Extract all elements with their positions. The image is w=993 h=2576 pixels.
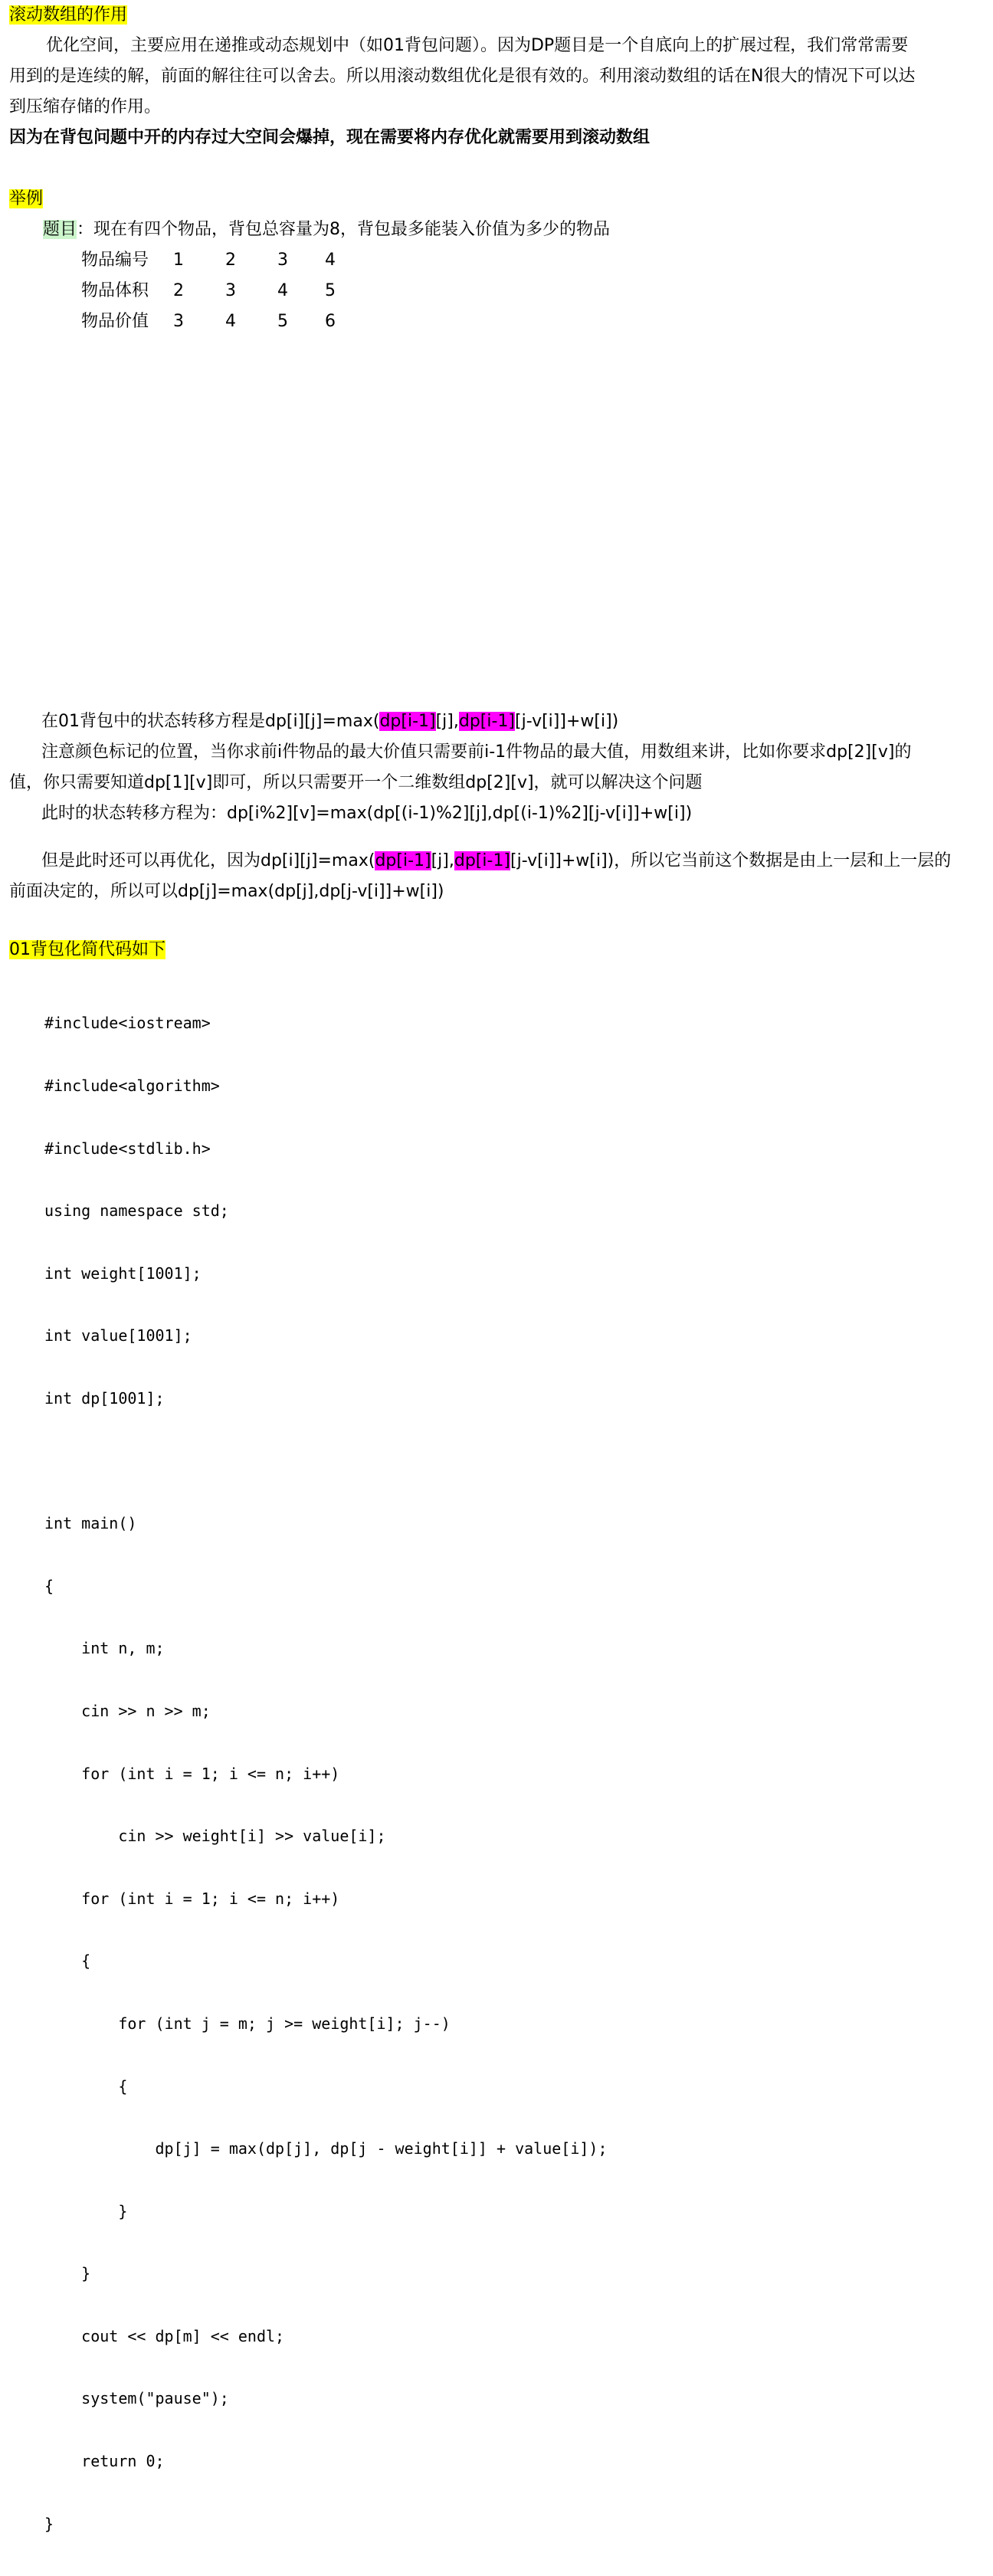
note-line: 值，你只需要知道dp[1][v]即可，所以只需要开一个二维数组dp[2][v]，就可以解决这个问题 — [9, 773, 703, 792]
section-title-example — [9, 187, 43, 211]
code-line: #include<iostream> — [44, 1014, 211, 1033]
bold-note: 因为在背包问题中开的内存过大空间会爆掉，现在需要将内存优化就需要用到滚动数组 — [9, 128, 651, 147]
problem-label: 题目 — [43, 220, 77, 239]
code-line: return 0; — [44, 2452, 165, 2471]
code-line: } — [44, 2514, 54, 2533]
section-title-text: 01背包化简代码如下 — [9, 940, 166, 959]
eq-suffix: [j-v[i]]+w[i]) — [515, 712, 619, 731]
code-line: int dp[1001]; — [44, 1388, 165, 1408]
problem-text: ：现在有四个物品，背包总容量为8，背包最多能装入价值为多少的物品 — [77, 220, 611, 239]
highlight-dp-prev: dp[i-1] — [379, 712, 436, 731]
optimization-line: 前面决定的，所以可以dp[j]=max(dp[j],dp[j-v[i]]+w[i]) — [9, 882, 444, 901]
opt-prefix: 但是此时还可以再优化，因为dp[i][j]=max( — [41, 851, 375, 870]
code-line: #include<stdlib.h> — [44, 1139, 211, 1158]
code-line: int value[1001]; — [44, 1326, 192, 1345]
optimization-line — [41, 849, 951, 873]
cell: 2 — [173, 281, 184, 300]
cell: 5 — [277, 312, 288, 331]
cell: 5 — [325, 281, 336, 300]
state-equation-mod: 此时的状态转移方程为：dp[i%2][v]=max(dp[(i-1)%2][j],dp[(i-1)%2][j-v[i]]+w[i]) — [41, 804, 693, 823]
code-line: { — [44, 2076, 128, 2096]
code-line: using namespace std; — [44, 1201, 229, 1221]
code-line: { — [44, 1952, 91, 1971]
code-line: cin >> n >> m; — [44, 1701, 211, 1720]
paragraph-line: 优化空间，主要应用在递推或动态规划中（如01背包问题）。因为DP题目是一个自底向上的扩展过程，我们常常需要 — [46, 36, 909, 55]
code-line: } — [44, 2264, 91, 2283]
cell: 3 — [225, 281, 236, 300]
row-label: 物品价值 — [81, 312, 149, 331]
code-line — [44, 1451, 608, 1472]
code-line: for (int i = 1; i <= n; i++) — [44, 1889, 340, 1908]
highlight-dp-prev: dp[i-1] — [458, 712, 516, 731]
code-line: int n, m; — [44, 1639, 165, 1658]
note-line: 注意颜色标记的位置，当你求前i件物品的最大价值只需要前i-1件物品的最大值，用数组来讲，比如你要求dp[2][v]的 — [41, 742, 912, 762]
code-line: #include<algorithm> — [44, 1077, 220, 1095]
table-row — [81, 310, 357, 334]
highlight-dp-prev: dp[i-1] — [375, 851, 431, 870]
code-line: { — [44, 1576, 54, 1595]
problem-statement — [43, 218, 610, 242]
code-line: for (int j = m; j >= weight[i]; j--) — [44, 2014, 451, 2033]
code-line: cout << dp[m] << endl; — [44, 2326, 285, 2345]
section-title-text: 滚动数组的作用 — [9, 5, 128, 25]
opt-mid: [j], — [431, 851, 454, 870]
cell: 4 — [225, 312, 236, 331]
code-line: cin >> weight[i] >> value[i]; — [44, 1827, 386, 1846]
row-label: 物品体积 — [81, 281, 149, 300]
code-block — [44, 972, 608, 2576]
cell: 6 — [325, 312, 336, 331]
row-label: 物品编号 — [81, 251, 149, 270]
code-line: system("pause"); — [44, 2389, 229, 2408]
eq-prefix: 在01背包中的状态转移方程是dp[i][j]=max( — [41, 712, 380, 731]
cell: 2 — [225, 251, 236, 270]
highlight-dp-prev: dp[i-1] — [454, 851, 511, 870]
code-line: dp[j] = max(dp[j], dp[j - weight[i]] + value[i]); — [44, 2139, 608, 2158]
code-line: int main() — [44, 1514, 137, 1533]
table-row — [81, 279, 357, 303]
cell: 4 — [325, 251, 336, 270]
code-line: for (int i = 1; i <= n; i++) — [44, 1764, 340, 1783]
cell: 3 — [277, 251, 288, 270]
paragraph-line: 到压缩存储的作用。 — [9, 97, 162, 116]
code-line: } — [44, 2201, 128, 2220]
paragraph-line: 用到的是连续的解，前面的解往往可以舍去。所以用滚动数组优化是很有效的。利用滚动数组的话在N很大的情况下可以达 — [9, 67, 916, 86]
eq-mid: [j], — [435, 712, 459, 731]
code-line: int weight[1001]; — [44, 1263, 202, 1283]
section-title-rolling-array — [9, 3, 127, 28]
section-title-code — [9, 938, 166, 962]
table-row — [81, 248, 357, 273]
state-equation-line — [41, 710, 618, 734]
opt-suffix: [j-v[i]]+w[i])，所以它当前这个数据是由上一层和上一层的 — [510, 851, 952, 870]
cell: 4 — [277, 281, 288, 300]
section-title-text: 举例 — [9, 189, 44, 208]
cell: 1 — [173, 251, 184, 270]
cell: 3 — [173, 312, 184, 331]
